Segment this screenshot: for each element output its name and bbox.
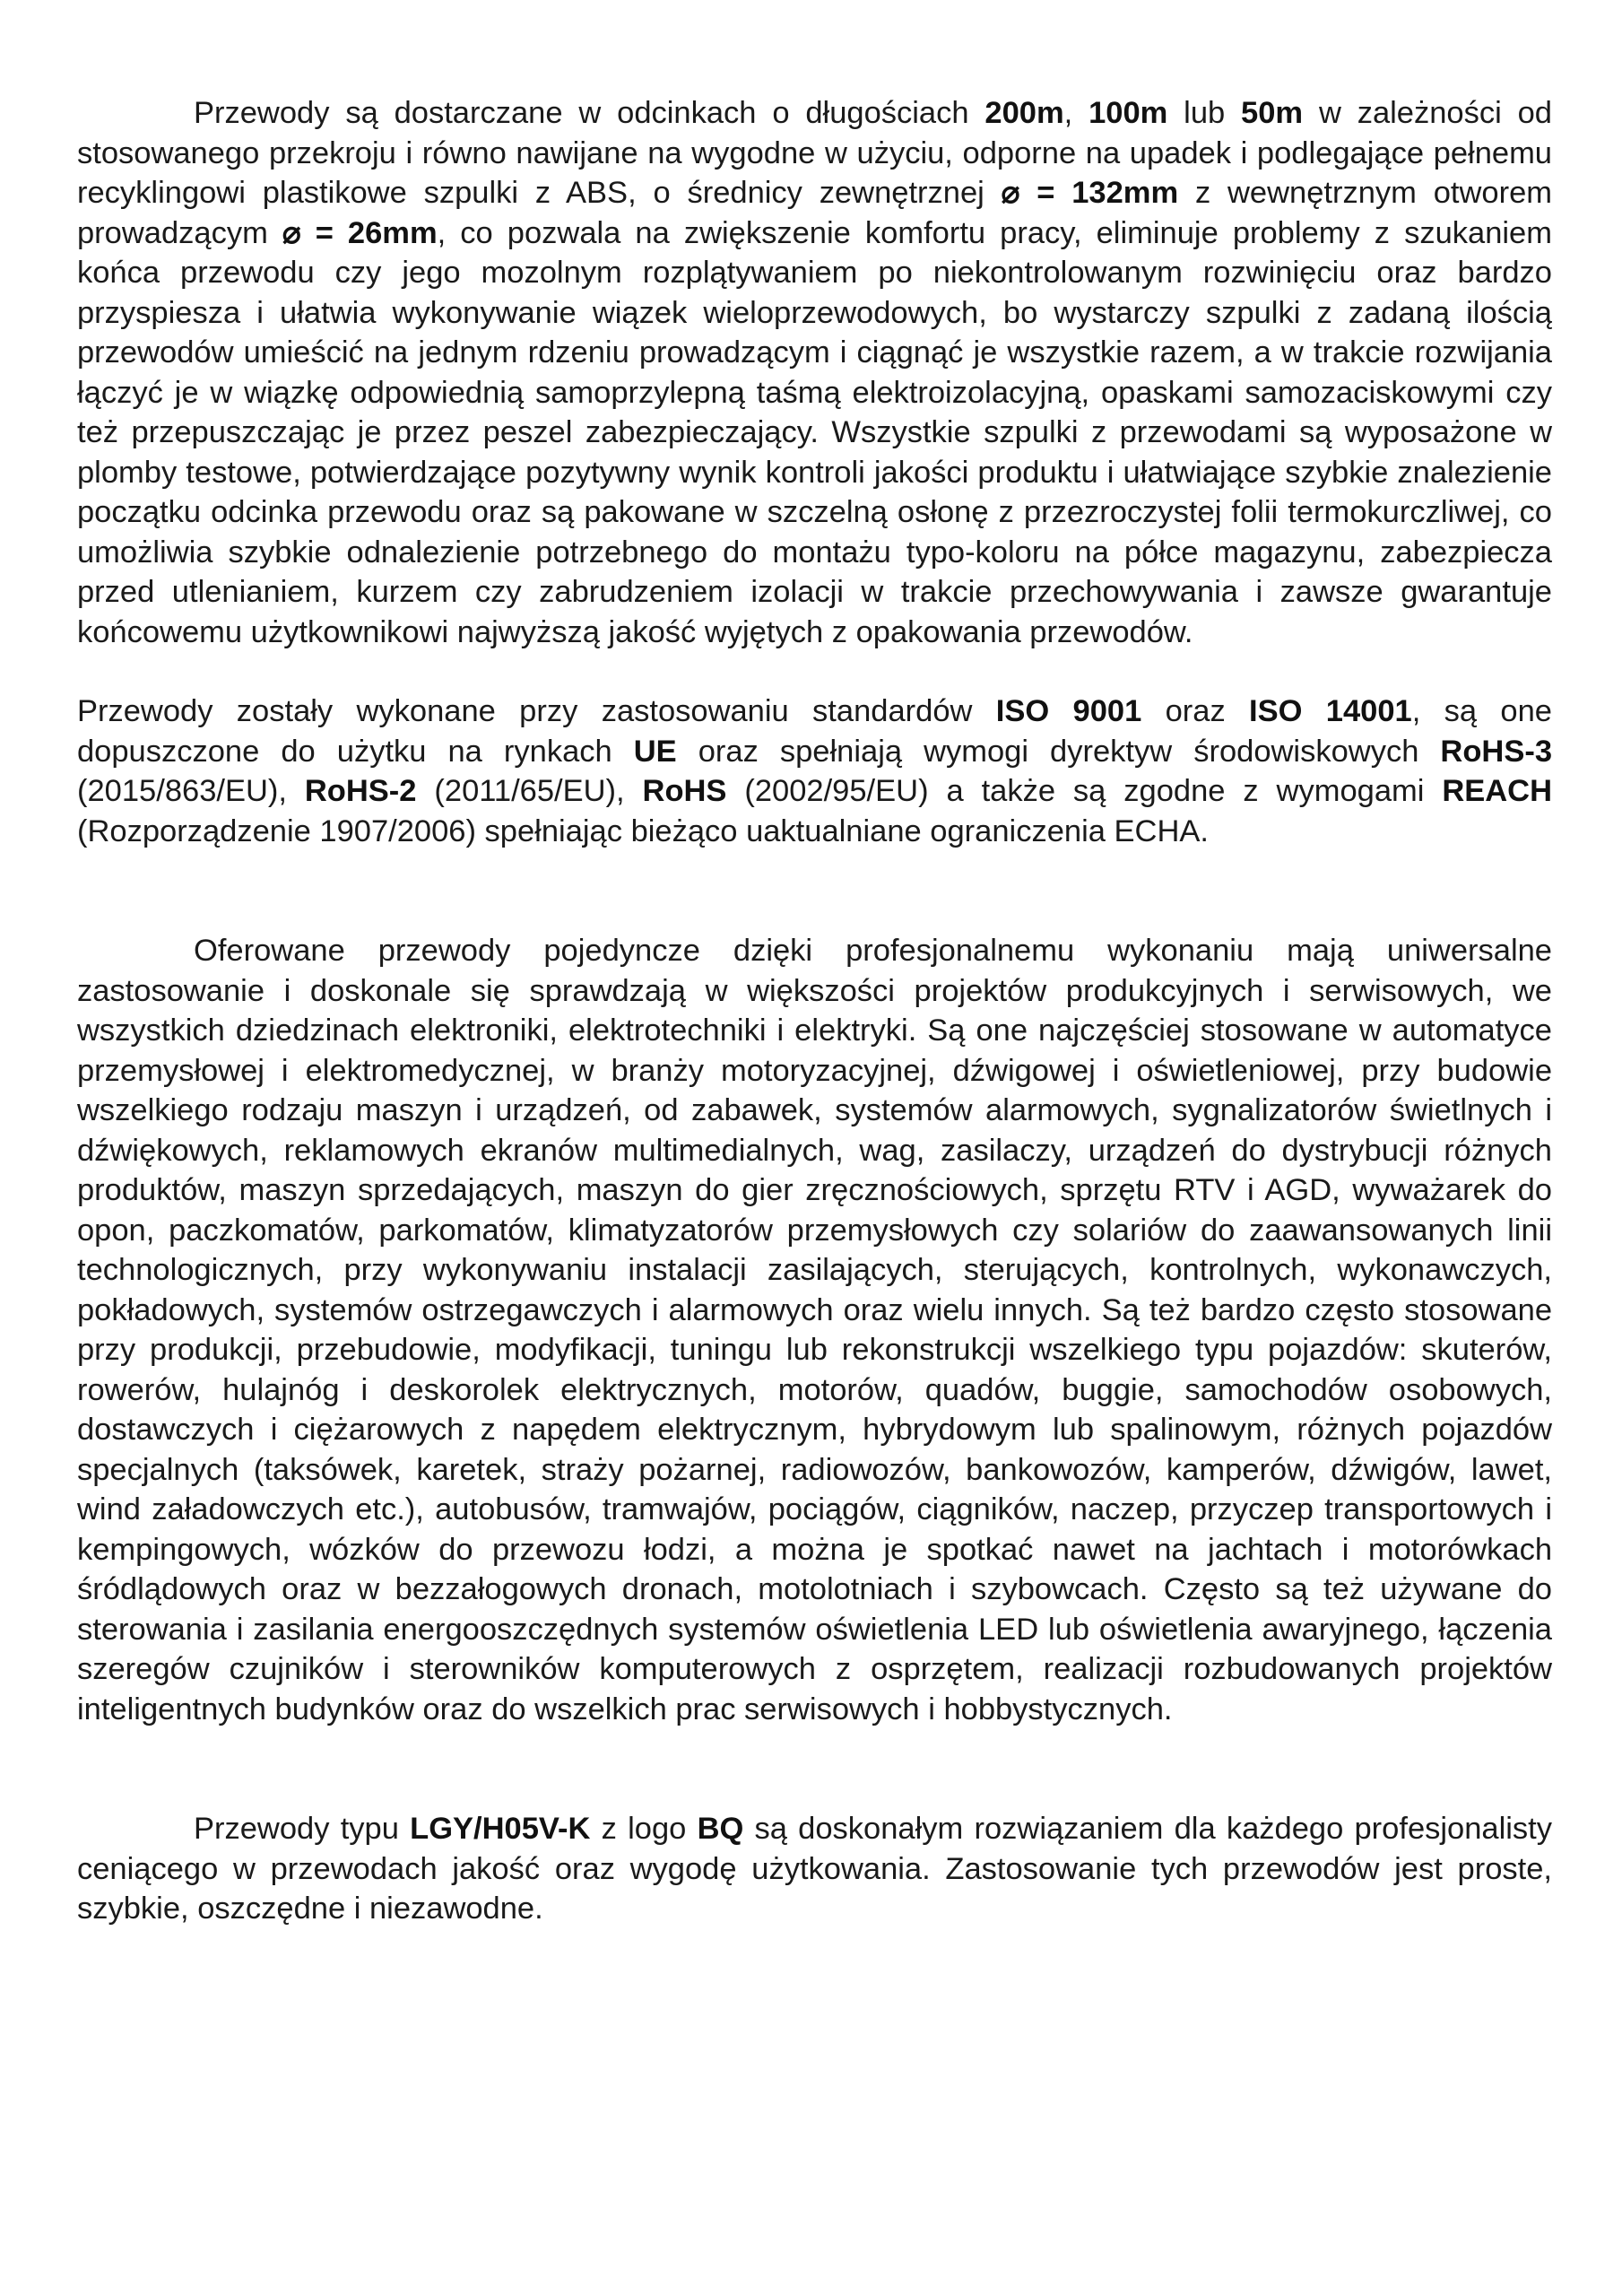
text-run: lub xyxy=(1167,96,1242,130)
text-run: , są one dopuszczone do użytku na rynkach xyxy=(77,694,1552,769)
text-run: (2015/863/EU), xyxy=(77,774,305,808)
text-run: Przewody typu xyxy=(194,1812,411,1846)
bold-term: 200m xyxy=(984,96,1064,130)
text-run: z wewnętrznym otworem prowadzącym xyxy=(77,176,1552,250)
text-run: (2011/65/EU), xyxy=(416,774,643,808)
text-run: , xyxy=(1063,96,1089,130)
paragraph-applications xyxy=(77,931,1552,1729)
document-page xyxy=(77,93,1552,1929)
bold-term: ⌀ = 132mm xyxy=(1001,176,1179,210)
bold-term: LGY/H05V-K xyxy=(410,1812,591,1846)
text-run: (2002/95/EU) a także są zgodne z wymogami xyxy=(726,774,1443,808)
bold-term: 50m xyxy=(1241,96,1304,130)
bold-term: BQ xyxy=(697,1812,744,1846)
text-run: Przewody są dostarczane w odcinkach o długościach xyxy=(194,96,985,130)
bold-term: ISO 9001 xyxy=(995,694,1142,728)
bold-term: ⌀ = 26mm xyxy=(282,215,438,250)
text-run: z logo xyxy=(590,1812,698,1846)
paragraph-spools xyxy=(77,93,1552,652)
text-run: oraz xyxy=(1141,694,1250,728)
text-run: Przewody zostały wykonane przy zastosowaniu standardów xyxy=(77,694,996,728)
text-run: są doskonałym rozwiązaniem dla każdego profesjonalisty ceniącego w przewodach jakość oraz wygodę użytkowania. Zastosowanie tych przewodów jest proste, szybkie, oszczędne i niezawodne. xyxy=(77,1812,1553,1926)
paragraph-summary xyxy=(77,1809,1552,1929)
bold-term: RoHS xyxy=(642,774,727,808)
bold-term: RoHS-3 xyxy=(1440,734,1553,769)
bold-term: ISO 14001 xyxy=(1249,694,1412,728)
bold-term: UE xyxy=(633,734,677,769)
text-run: (Rozporządzenie 1907/2006) spełniając bieżąco uaktualniane ograniczenia ECHA. xyxy=(77,813,1209,848)
bold-term: 100m xyxy=(1089,96,1168,130)
text-run: oraz spełniają wymogi dyrektyw środowiskowych xyxy=(676,734,1441,769)
text-run: w zależności od stosowanego przekroju i równo nawijane na wygodne w użyciu, odporne na upadek i podlegające pełnemu recyklingowi plastikowe szpulki z ABS, o średnicy zewnętrznej xyxy=(77,96,1552,210)
text-run: , co pozwala na zwiększenie komfortu pracy, eliminuje problemy z szukaniem końca przewodu czy jego mozolnym rozplątywaniem po niekontrolowanym rozwinięciu oraz bardzo przyspiesza i ułatwia wykonywanie wiązek wieloprzewodowych, bo wystarczy szpulki z zadaną ilością przewodów umieścić na jednym rdzeniu prowadzącym i ciągnąć je wszystkie razem, a w trakcie rozwijania łączyć je w wiązkę odpowiednią samoprzylepną taśmą elektroizolacyjną, opaskami samozaciskowymi czy też przepuszczając je przez peszel zabezpieczający. Wszystkie szpulki z przewodami są wyposażone w plomby testowe, potwierdzające pozytywny wynik kontroli jakości produktu i ułatwiające szybkie znalezienie początku odcinka przewodu oraz są pakowane w szczelną osłonę z przezroczystej folii termokurczliwej, co umożliwia szybkie odnalezienie potrzebnego do montażu typo-koloru na półce magazynu, zabezpiecza przed utlenianiem, kurzem czy zabrudzeniem izolacji w trakcie przechowywania i zawsze gwarantuje końcowemu użytkownikowi najwyższą jakość wyjętych z opakowania przewodów. xyxy=(77,215,1552,649)
paragraph-standards xyxy=(77,691,1552,851)
bold-term: REACH xyxy=(1442,774,1552,808)
text-run: Oferowane przewody pojedyncze dzięki profesjonalnemu wykonaniu mają uniwersalne zastosowanie i doskonale się sprawdzają w większości projektów produkcyjnych i serwisowych, we wszystkich dziedzinach elektroniki, elektrotechniki i elektryki. Są one najczęściej stosowane w automatyce przemysłowej i elektromedycznej, w branży motoryzacyjnej, dźwigowej i oświetleniowej, przy budowie wszelkiego rodzaju maszyn i urządzeń, od zabawek, systemów alarmowych, sygnalizatorów świetlnych i dźwiękowych, reklamowych ekranów multimedialnych, wag, zasilaczy, urządzeń do dystrybucji różnych produktów, maszyn sprzedających, maszyn do gier zręcznościowych, sprzętu RTV i AGD, wyważarek do opon, paczkomatów, parkomatów, klimatyzatorów przemysłowych czy solariów do zaawansowanych linii technologicznych, przy wykonywaniu instalacji zasilających, sterujących, kontrolnych, wykonawczych, pokładowych, systemów ostrzegawczych i alarmowych oraz wielu innych. Są też bardzo często stosowane przy produkcji, przebudowie, modyfikacji, tuningu lub rekonstrukcji wszelkiego typu pojazdów: skuterów, rowerów, hulajnóg i deskorolek elektrycznych, motorów, quadów, buggie, samochodów osobowych, dostawczych i ciężarowych z napędem elektrycznym, hybrydowym lub spalinowym, różnych pojazdów specjalnych (taksówek, karetek, straży pożarnej, radiowozów, bankowozów, kamperów, dźwigów, lawet, wind załadowczych etc.), autobusów, tramwajów, pociągów, ciągników, naczep, przyczep transportowych i kempingowych, wózków do przewozu łodzi, a można je spotkać nawet na jachtach i motorówkach śródlądowych oraz w bezzałogowych dronach, motolotniach i szybowcach. Często są też używane do sterowania i zasilania energooszczędnych systemów oświetlenia LED lub oświetlenia awaryjnego, łączenia szeregów czujników i sterowników komputerowych z osprzętem, realizacji rozbudowanych projektów inteligentnych budynków oraz do wszelkich prac serwisowych i hobbystycznych. xyxy=(77,934,1552,1726)
bold-term: RoHS-2 xyxy=(304,774,417,808)
